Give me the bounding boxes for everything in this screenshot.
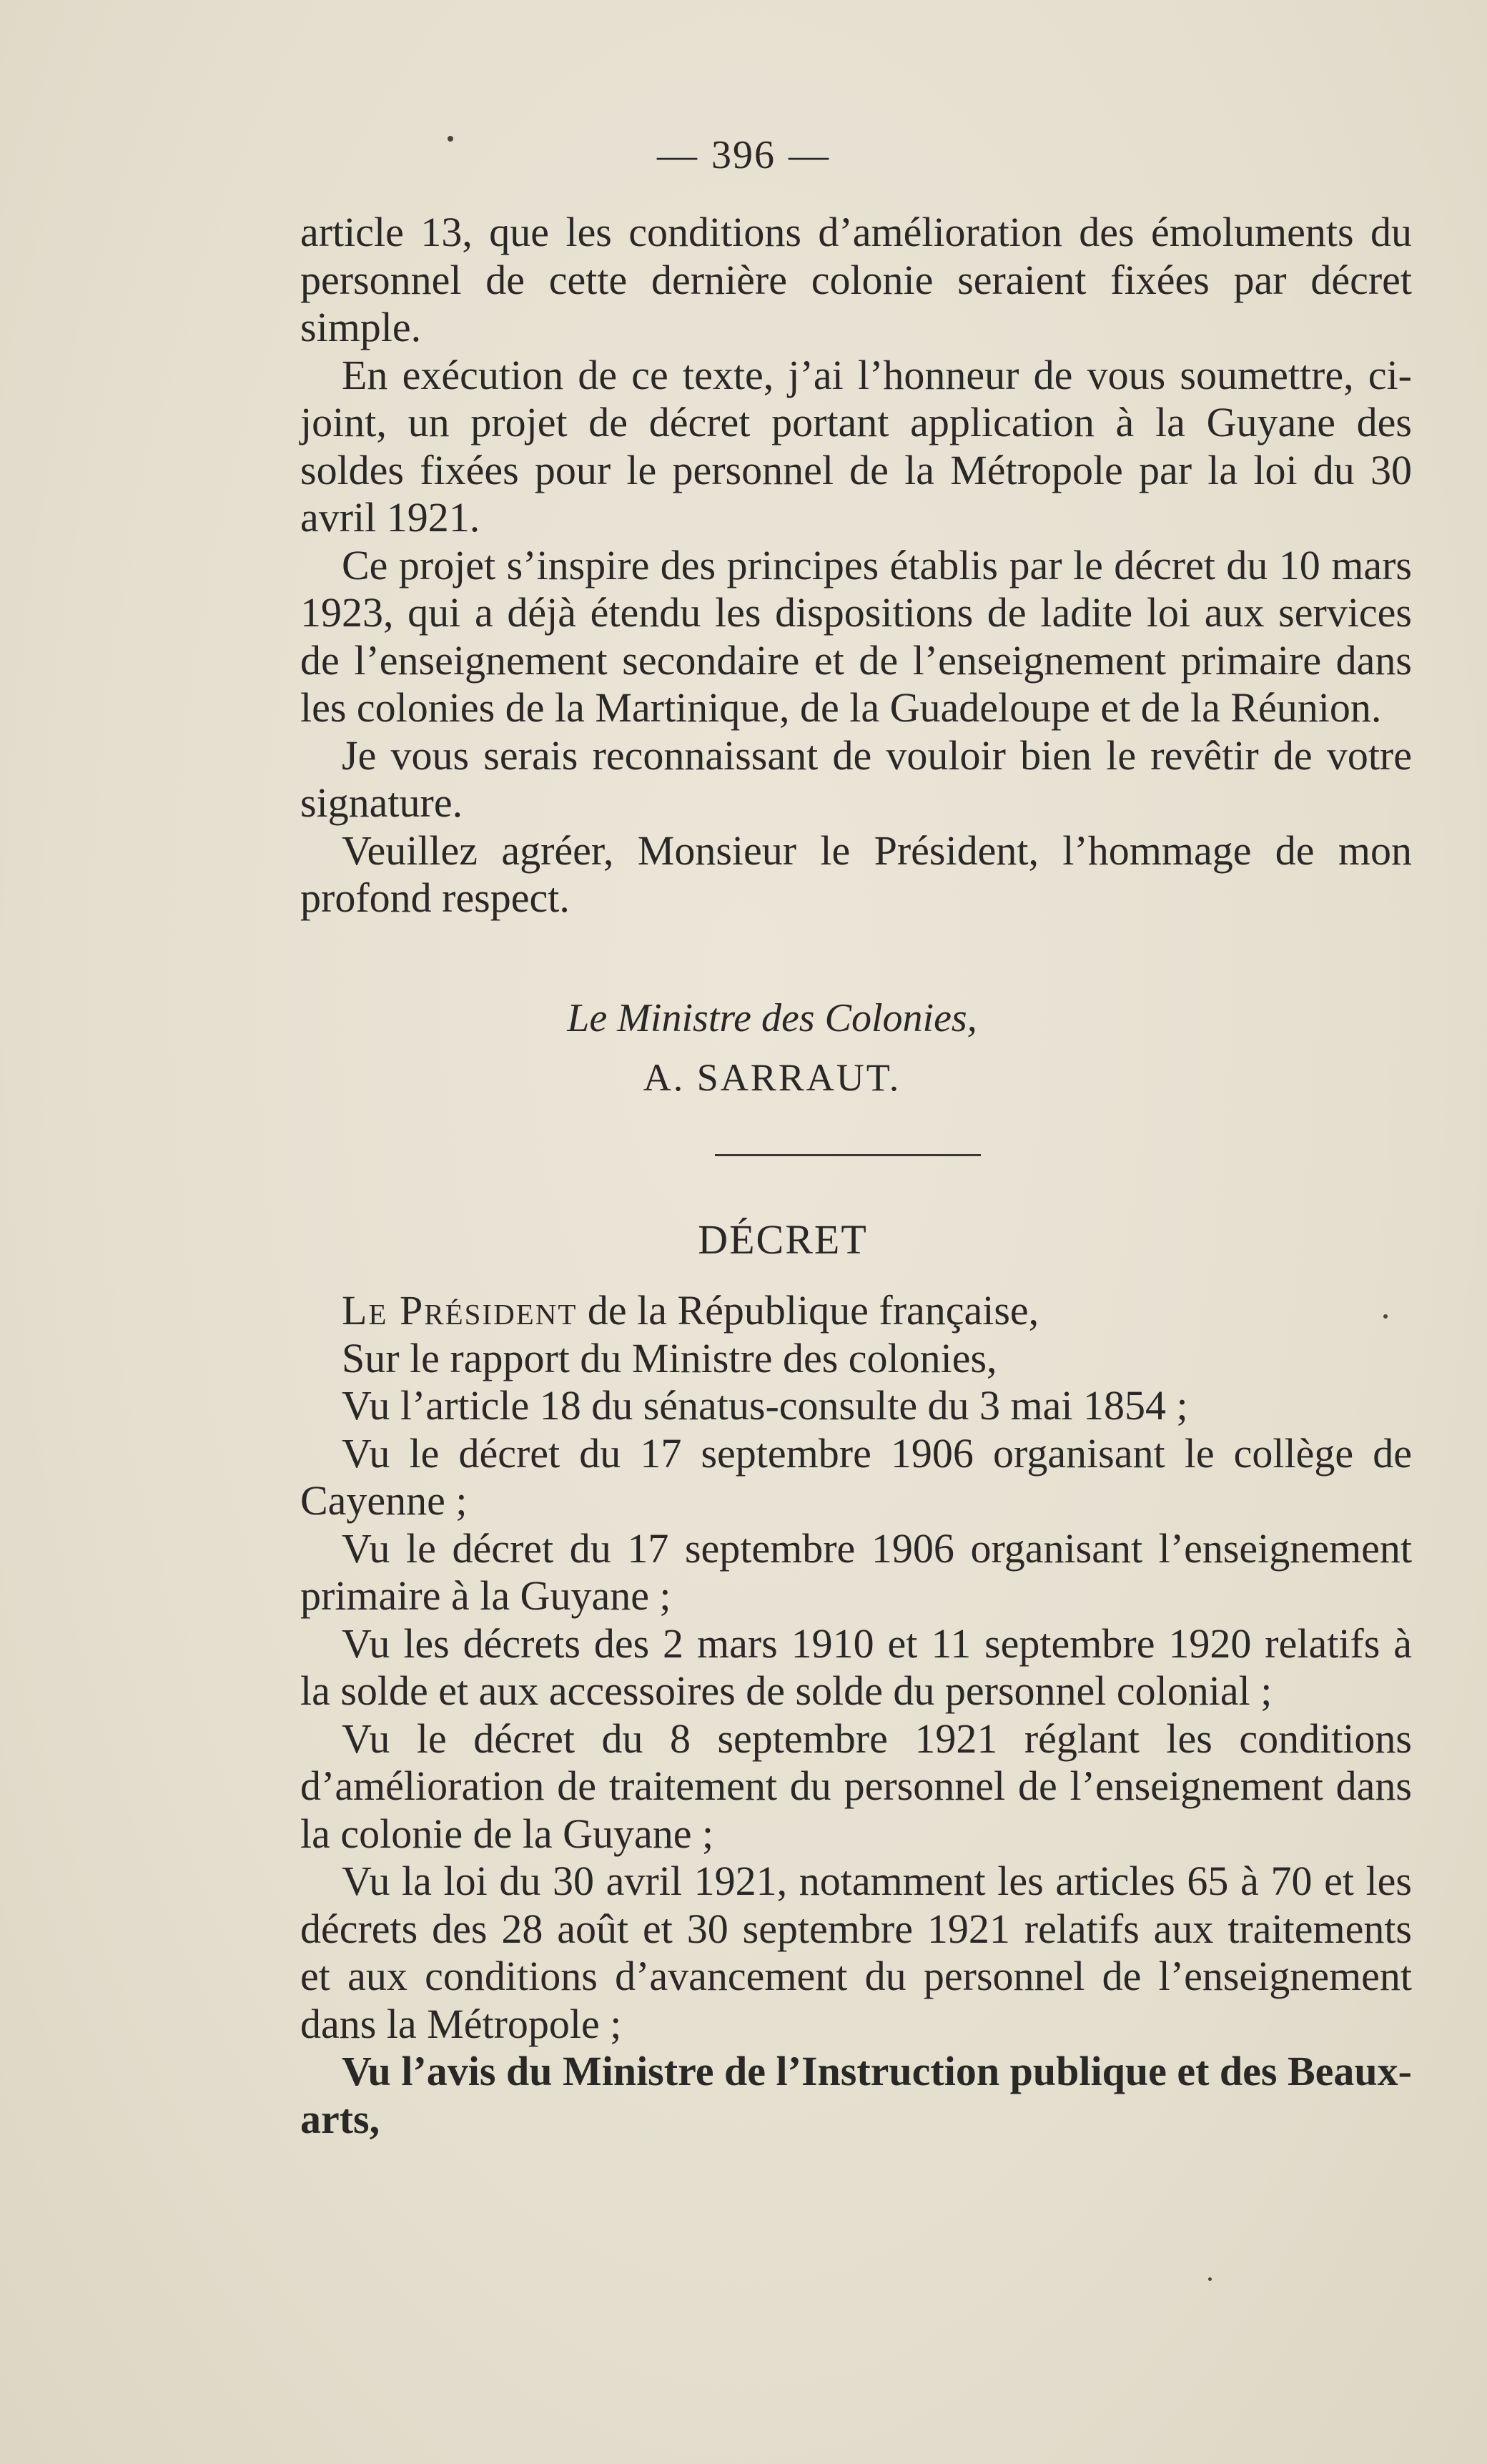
page-number-header: [0, 132, 1487, 178]
letter-paragraph-4: Je vous serais reconnaissant de vouloir bien le revêtir de votre signature.: [300, 731, 1412, 826]
decree-consideration-2: Vu l’article 18 du sénatus-consulte du 3 mai 1854 ;: [342, 1382, 1188, 1429]
letter-body: [300, 209, 1412, 922]
signature-name: A. SARRAUT.: [643, 1056, 901, 1099]
page-number-dash-left: —: [657, 133, 698, 177]
ink-speck: [448, 136, 453, 142]
letter-paragraph-2: En exécution de ce texte, j’ai l’honneur de vous soumettre, ci-joint, un projet de décret portant application à la Guyane des soldes fixées pour le personnel de la Métropole par la loi du 30 avril 1921.: [300, 351, 1412, 541]
decree-consideration-1: Sur le rapport du Ministre des colonies,: [342, 1334, 997, 1381]
letter-paragraph-1: article 13, que les conditions d’amélioration des émoluments du personnel de cette dernière colonie seraient fixées par décret simple.: [300, 209, 1412, 350]
ink-speck: [1208, 2277, 1212, 2281]
decree-consideration-3: Vu le décret du 17 septembre 1906 organisant le collège de Cayenne ;: [300, 1429, 1412, 1524]
decree-lead-rest: de la République française,: [577, 1287, 1039, 1334]
decree-consideration-7: Vu la loi du 30 avril 1921, notamment les articles 65 à 70 et les décrets des 28 août et 30 septembre 1921 relatifs aux traitements et aux conditions d’avancement du personnel de l’enseignement dans la Métropole ;: [300, 1858, 1412, 2047]
decree-consideration-8: Vu l’avis du Ministre de l’Instruction publique et des Beaux-arts,: [300, 2048, 1412, 2142]
decree-consideration-4: Vu le décret du 17 septembre 1906 organisant l’enseignement primaire à la Guyane ;: [300, 1524, 1412, 1619]
decree-consideration-5: Vu les décrets des 2 mars 1910 et 11 septembre 1920 relatifs à la solde et aux accessoires de solde du personnel colonial ;: [300, 1620, 1412, 1714]
ink-speck: [1383, 1314, 1388, 1319]
decree-body: [300, 1287, 1412, 2143]
decree-lead-smallcaps: Le Président: [342, 1287, 578, 1334]
decree-consideration-6: Vu le décret du 8 septembre 1921 réglant les conditions d’amélioration de traitement du personnel de l’enseignement dans la colonie de la Guyane ;: [300, 1715, 1412, 1857]
letter-paragraph-5: Veuillez agréer, Monsieur le Président, l’hommage de mon profond respect.: [300, 827, 1412, 921]
decree-title: DÉCRET: [698, 1216, 868, 1263]
page-number-dash-right: —: [789, 133, 830, 177]
decree-lead: [300, 1287, 1412, 1335]
page-number: 396: [711, 133, 776, 177]
letter-paragraph-3: Ce projet s’inspire des principes établis par le décret du 10 mars 1923, qui a déjà étendu les dispositions de ladite loi aux services de l’enseignement secondaire et de l’enseignement primaire dans les colonies de la Martinique, de la Guadeloupe et de la Réunion.: [300, 541, 1412, 731]
signature-role: Le Ministre des Colonies,: [567, 996, 977, 1040]
section-divider: [715, 1154, 981, 1156]
